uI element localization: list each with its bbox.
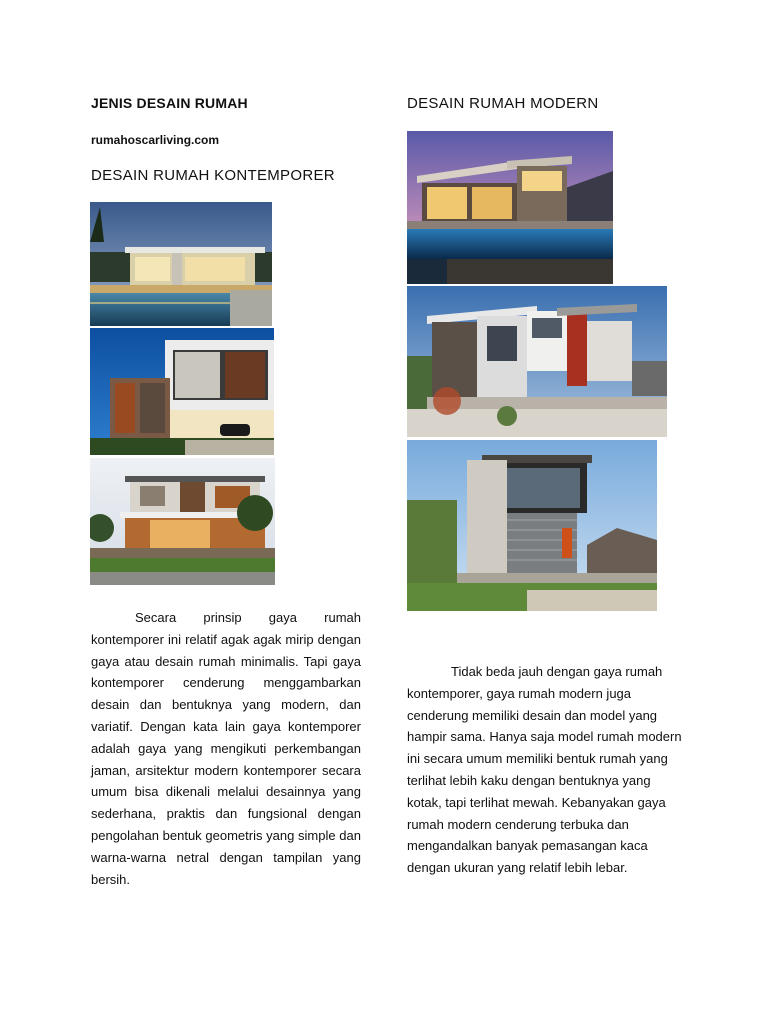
paragraph-kontemporer: Secara prinsip gaya rumah kontemporer ini relatif agak agak mirip dengan gaya atau desain rumah minimalis. Tapi gaya kontemporer cenderung menggambarkan desain dan bentuknya yang modern, dan variatif. Dengan kata lain gaya kontemporer adalah gaya yang mengikuti perkembangan jaman, arsitektur modern kontemporer secara umum bisa dikenali melalui desainnya yang sederhana, praktis dan fungsional dengan pengolahan bentuk geometris yang simple dan warna-warna netral dengan tampilan yang bersih.: [91, 610, 361, 887]
photo-modern-house-infinity-pool: [407, 131, 613, 284]
photo-modern-multilevel-house: [407, 286, 667, 437]
photo-contemporary-house-pool: [90, 202, 272, 326]
section-heading-kontemporer: DESAIN RUMAH KONTEMPORER: [91, 167, 335, 184]
photo-two-story-house-garden: [90, 458, 275, 585]
paragraph-modern: Tidak beda jauh dengan gaya rumah kontemporer, gaya rumah modern juga cenderung memiliki desain dan model yang hampir sama. Hanya saja model rumah modern ini secara umum memiliki bentuk rumah yang terlihat lebih kaku dengan bentuknya yang kotak, tapi terlihat mewah. Kebanyakan gaya rumah modern cenderung terbuka dan mengandalkan banyak pemasangan kaca dengan ukuran yang relatif lebih lebar.: [407, 664, 682, 876]
website-label: rumahoscarliving.com: [91, 133, 220, 147]
section-heading-modern: DESAIN RUMAH MODERN: [407, 95, 599, 112]
photo-white-box-house: [90, 328, 274, 455]
document-title: JENIS DESAIN RUMAH: [91, 95, 248, 111]
photo-narrow-modern-house: [407, 440, 657, 611]
